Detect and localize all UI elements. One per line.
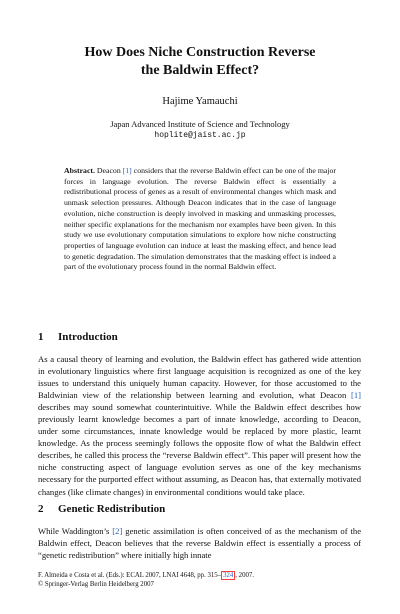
section-title: Introduction (58, 331, 118, 343)
footnote-text-pre: F. Almeida e Costa et al. (Eds.): ECAL 2007, LNAI 4648, pp. 315– (38, 572, 222, 579)
copyright-line: © Springer-Verlag Berlin Heidelberg 2007 (38, 581, 154, 588)
footnote-text-post: , 2007. (235, 572, 254, 579)
abstract-text-post: considers that the reverse Baldwin effect can be one of the major forces in language evolution. The reverse Baldwin effect is essentially a redistributional process of genes as a result of environmental changes which mask and unmask selection pressures. Although Deacon indicates that in the case of language evolution, niche construction is deeply involved in masking and unmasking processes, neither specific explanations for the mechanism nor examples have been given. In this study we use evolutionary computation simulations to explore how niche constructing properties of language evolution can induce at least the masking effect, and hence lead to genetic degradation. The simulation demonstrates that the masking effect is indeed a part of the evolutionary process found in the normal Baldwin effect. (64, 166, 337, 272)
affiliation: Japan Advanced Institute of Science and Technology (110, 119, 290, 129)
section-number: 1 (38, 331, 44, 343)
abstract (64, 166, 336, 273)
abstract-citation-link[interactable]: [1] (122, 166, 132, 175)
page-range-link[interactable]: 324 (223, 572, 234, 579)
section-title: Genetic Redistribution (58, 503, 166, 515)
author-email: hoplite@jaist.ac.jp (154, 131, 246, 140)
abstract-text-pre: Deacon (96, 166, 121, 175)
body-text-post: describes may sound somewhat counterintuitive. While the Baldwin effect describes how previously learnt knowledge becomes a part of innate knowledge, according to Deacon, under some circumstances, innate knowledge would be replaced by more plastic, learnt knowledge. As the process seemingly follows the opposite flow of what the Baldwin effect describes, he called this process the “reverse Baldwin effect”. This paper will present how the niche constructing aspect of language evolution serves as one of the key mechanisms necessary for the purported effect without assuming, as Deacon has, that externally motivated changes (like climate changes) in environmental conditions would take place. (38, 402, 361, 497)
body-text-post: genetic assimilation is often conceived of as the mechanism of the Baldwin effect, Deacon believes that the reverse Baldwin effect is essentially a process of “genetic redistribution” where initially high innate (38, 526, 362, 561)
section-heading-genetic-redistribution (38, 503, 165, 515)
body-citation-link[interactable]: [1] (350, 390, 361, 401)
affiliation-block (0, 118, 400, 142)
section-heading-introduction (38, 331, 118, 343)
section-body-genetic-redistribution (38, 525, 361, 561)
abstract-label: Abstract. (64, 166, 95, 175)
section-number: 2 (38, 503, 44, 515)
paper-title (0, 44, 400, 80)
body-text-pre: While Waddington’s (38, 526, 110, 536)
publication-footnote (38, 571, 361, 589)
author-name: Hajime Yamauchi (162, 96, 238, 107)
title-line-1: How Does Niche Construction Reverse (84, 45, 316, 60)
body-text-pre: As a causal theory of learning and evolution, the Baldwin effect has gathered wide attention in evolutionary linguistics where first language acquisition is recognized as one of the key issues to understand this uniquely human capacity. However, for those accustomed to the Baldwinian view of the relationship between learning and evolution, what Deacon (38, 354, 361, 401)
body-citation-link[interactable]: [2] (112, 526, 123, 536)
section-body-introduction (38, 353, 361, 498)
footnote-line-1 (38, 571, 361, 580)
title-line-2: the Baldwin Effect? (140, 63, 260, 78)
